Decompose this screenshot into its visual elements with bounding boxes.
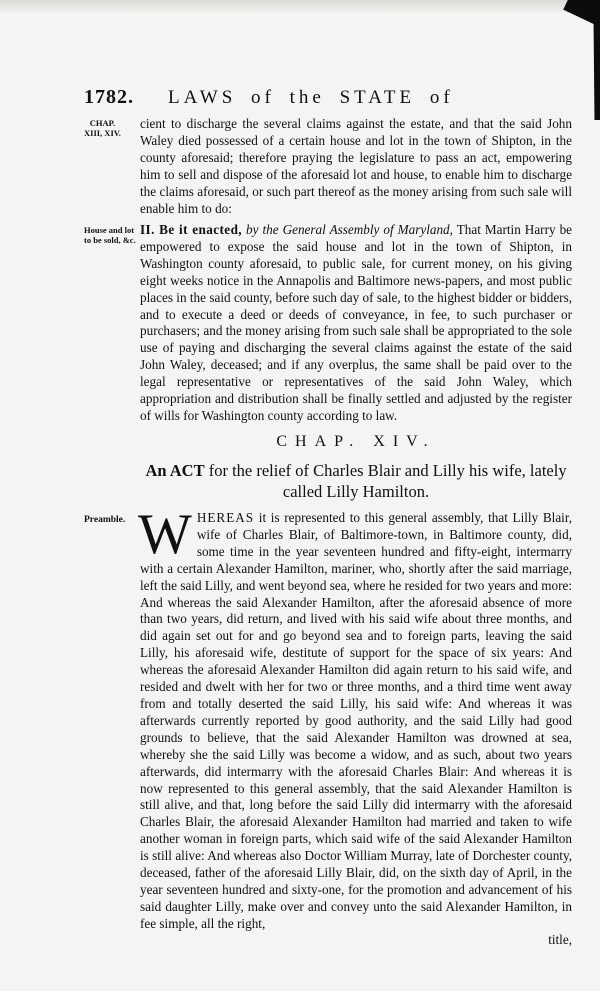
section-two xyxy=(140,222,572,425)
paragraph-continued: cient to discharge the several claims against the estate, and that the said John Waley died possessed of a certain house and lot in the town of Shipton, in the county aforesaid; therefore praying the legislature to pass an act, empowering him to sell and dispose of the aforesaid lot and house, to enable him to discharge the claims aforesaid, or such part thereof as the money arising from such sale will enable him to do: xyxy=(140,116,572,216)
assembly-phrase: by the General Assembly of Maryland, xyxy=(246,222,453,237)
act-title xyxy=(140,460,572,502)
whereas-caps: HEREAS xyxy=(196,510,255,525)
preamble-text: it is represented to this general assembly, that Lilly Blair, wife of Charles Blair, of Baltimore-town, in Baltimore county, did, some time in the year seventeen hundred and fifty-eight, intermarry with a certain Alexander Hamilton, mariner, who, shortly after the said marriage, left the said Lilly, and went beyond sea, where he resided for two years and more: And whereas the said Alexander Hamilton, after the aforesaid absence of more than two years, did return, and lived with his said wife about three months, and did again set out for and go beyond sea and to foreign parts, leaving the said Lilly, his aforesaid wife, destitute of support for the space of six years: And whereas the aforesaid Alexander Hamilton did again return to his said wife, and resided and dwelt with her for two or three months, and a third time went away from and totally deserted the said Lilly, his said wife: And whereas it was afterwards currently reported by good authority, and the said Lilly had good grounds to believe, that the said Alexander Hamilton was drowned at sea, whereby she the said Lilly was become a widow, and as such, about two years afterwards, did intermarry with the aforesaid Charles Blair: And whereas it is now represented to this general assembly, that the said Alexander Hamilton is still alive, and that, long before the said Lilly did intermarry with the aforesaid Charles Blair, the aforesaid Alexander Hamilton had married and taken to wife another woman in foreign parts, which said wife of the said Alexander Hamilton is still alive: And whereas also Doctor William Murray, late of Dorchester county, deceased, father of the aforesaid Lilly Blair, did, on the sixth day of April, in the year seventeen hundred and sixty-one, for the promotion and advancement of his said daughter Lilly, make over and convey unto the said Alexander Hamilton, in fee simple, all the right, xyxy=(140,510,572,931)
drop-cap: W xyxy=(138,503,192,566)
section-two-text: That Martin Harry be empowered to expose the said house and lot in the town of Shipton, in Washington county aforesaid, to public sale, for current money, on his giving eight weeks notice in the Annapolis and Baltimore news-papers, and most public places in the said county, before such day of sale, to the highest bidder or bidders, and to execute a deed or deeds of conveyance, in fee, to such purchaser or purchasers; and the money arising from such sale shall be appropriated to the sole use of paying and discharging the several claims against the estate of the said John Waley, deceased; and if any overplus, the same shall be paid over to the legal representative or representatives of the said John Waley, which appropriation and distribution shall be finally settled and adjusted by the register of wills for Washington county according to law. xyxy=(140,222,573,423)
enacting-clause: II. Be it enacted, xyxy=(140,222,242,237)
paragraph-section-two xyxy=(140,222,572,425)
preamble-paragraph xyxy=(138,503,572,933)
margin-note-chap-numbers: XIII, XIV. xyxy=(84,128,121,138)
page-header xyxy=(84,86,554,109)
margin-note-chapter-ref xyxy=(84,118,121,138)
act-label: An ACT xyxy=(145,461,205,480)
act-title-text: for the relief of Charles Blair and Lilly his wife, lately called Lilly Hamilton. xyxy=(208,461,567,501)
page-year: 1782. xyxy=(84,86,134,108)
running-title: LAWS of the STATE of xyxy=(168,87,454,108)
margin-note-preamble: Preamble. xyxy=(84,515,126,525)
chapter-heading: CHAP. XIV. xyxy=(276,433,436,450)
margin-note-house-line1: House and lot xyxy=(84,225,135,235)
margin-note-house-sale xyxy=(84,225,136,245)
catchword: title, xyxy=(548,931,572,947)
preamble-block xyxy=(138,503,572,947)
margin-note-chap-label: CHAP. xyxy=(89,118,116,128)
margin-note-house-line2: to be sold, &c. xyxy=(84,235,136,245)
continued-paragraph xyxy=(140,116,572,217)
